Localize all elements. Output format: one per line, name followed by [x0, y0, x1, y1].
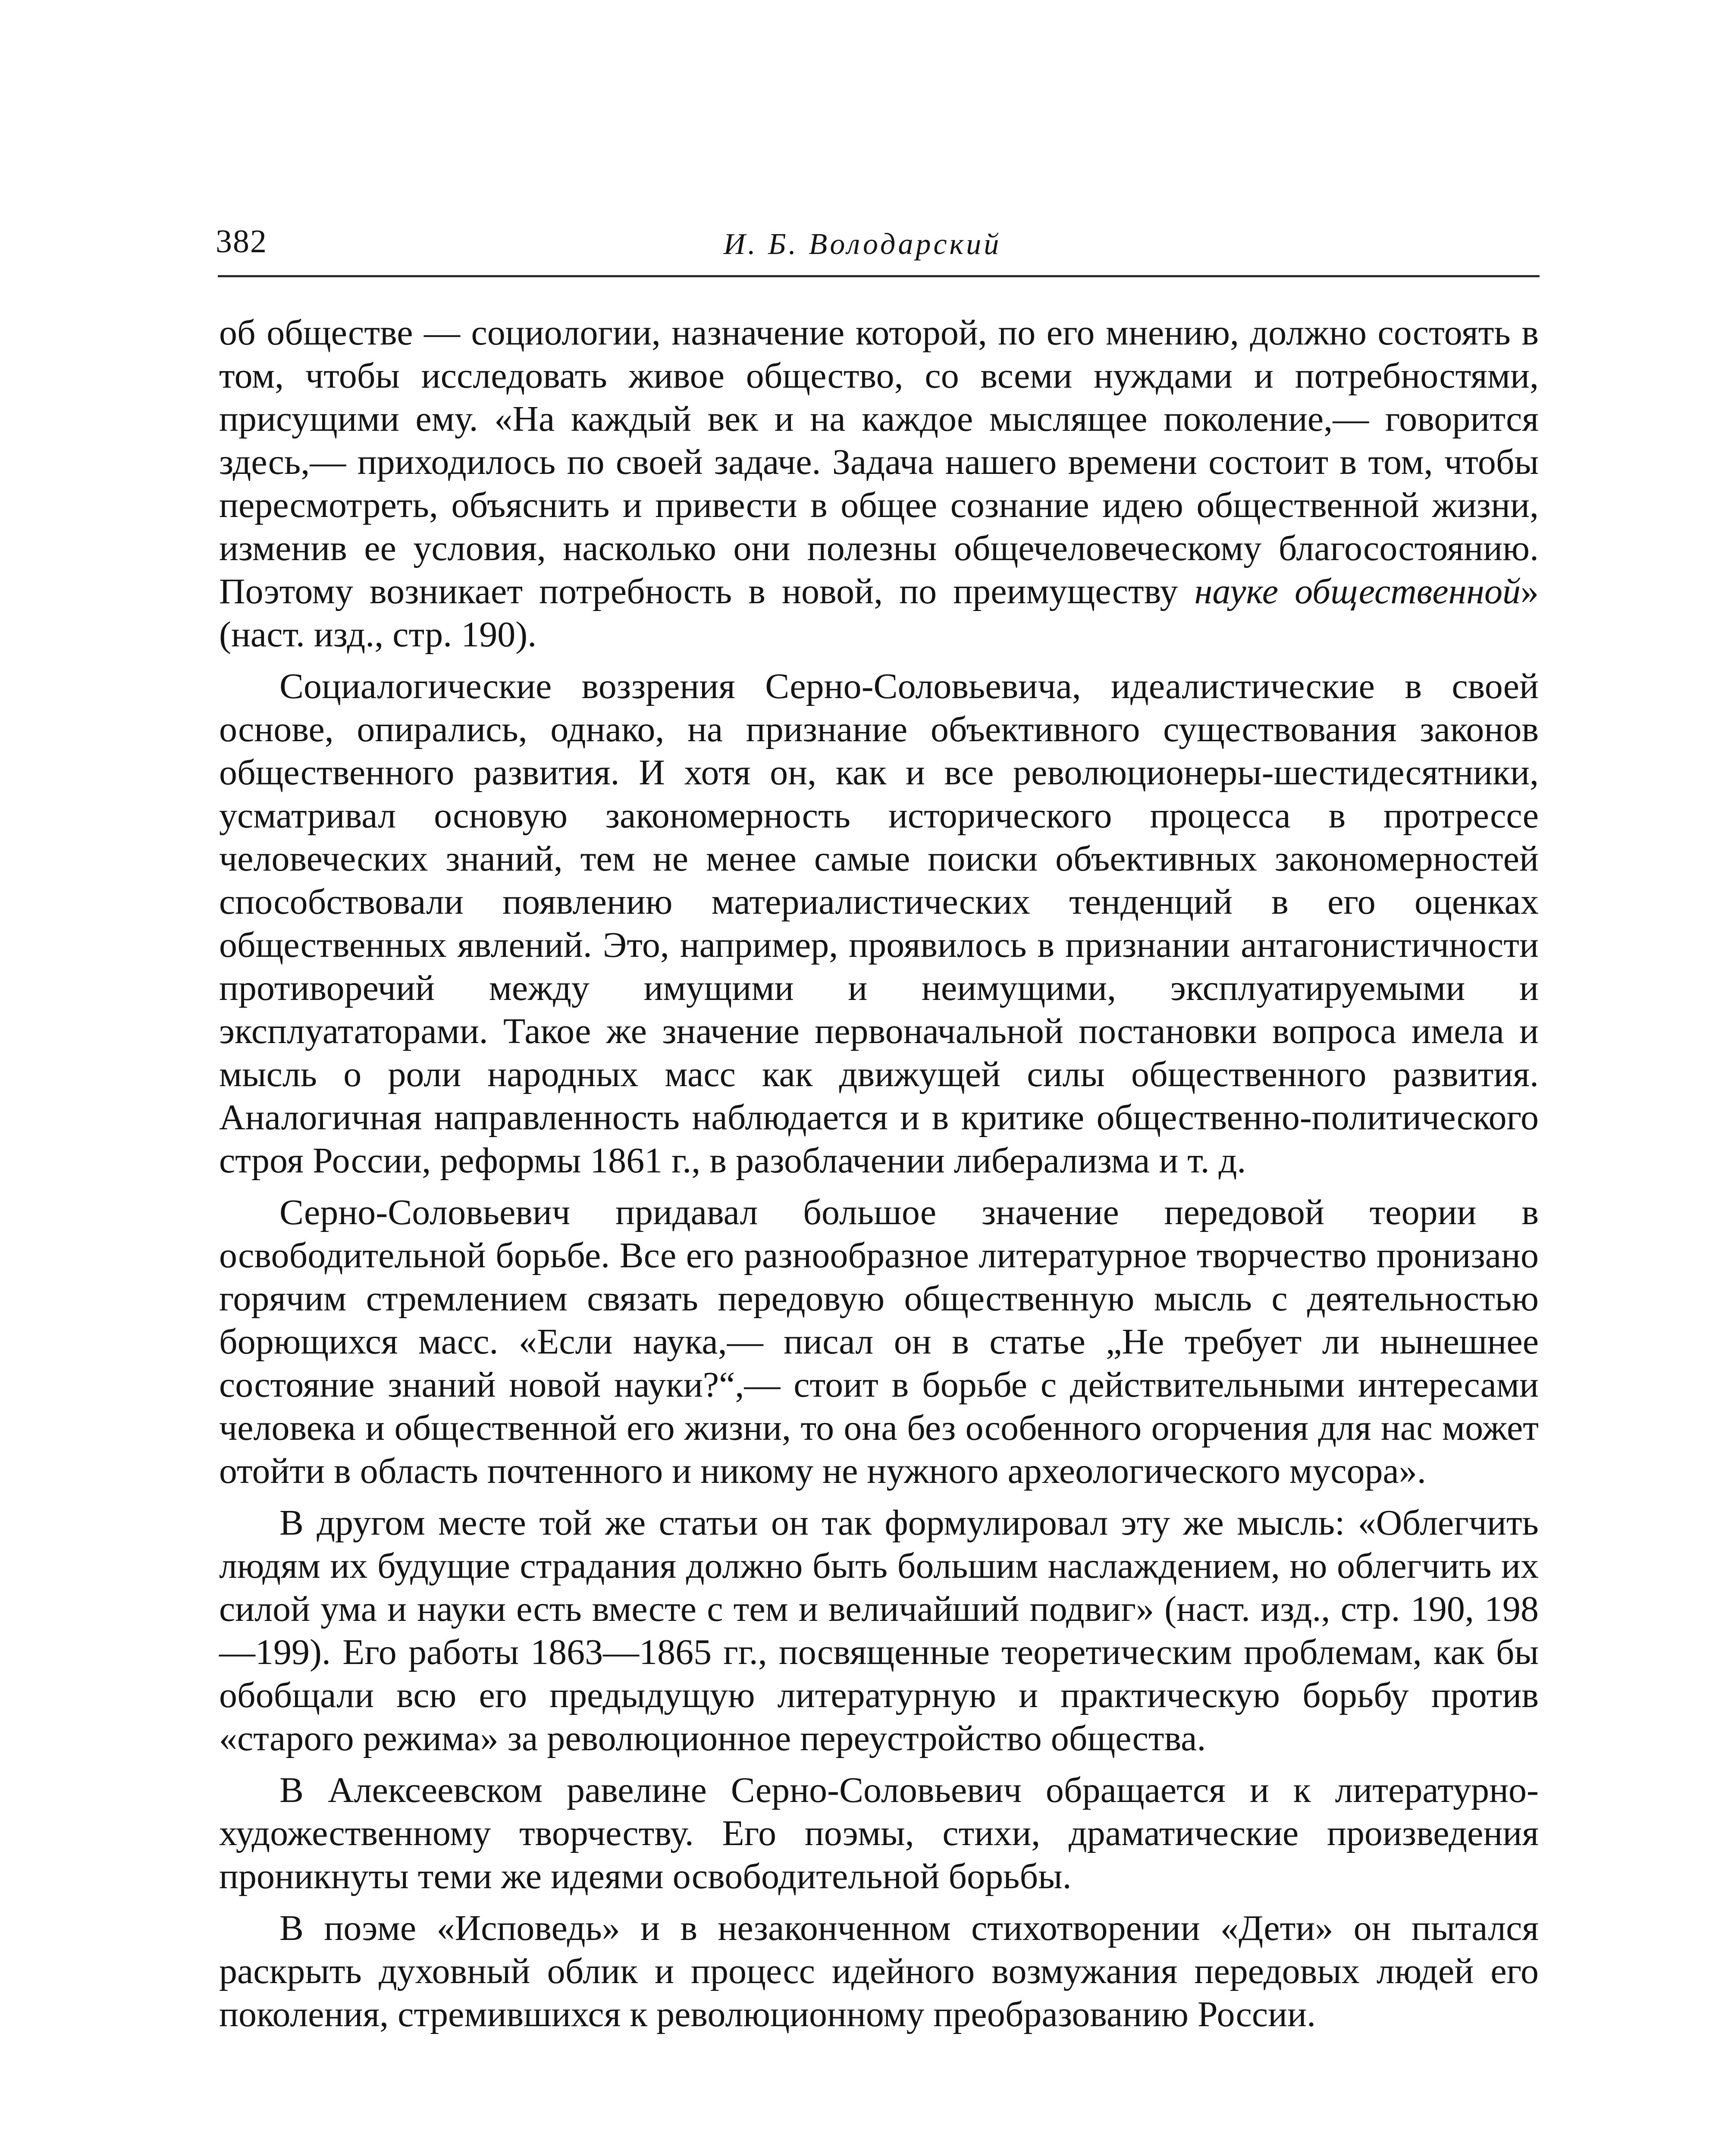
paragraph-1	[219, 311, 1539, 656]
paragraph-3: Серно-Соловьевич придавал большое значение передовой теории в освободительной борьбе. Все его разнообразное литературное творчество пронизано горячим стремлением связать передовую общественную мысль с деятельностью борющихся масс. «Если наука,— писал он в статье „Не требует ли нынешнее состояние знаний новой науки?“,— стоит в борьбе с действительными интересами человека и общественной его жизни, то она без особенного огорчения для нас может отойти в область почтенного и никому не нужного археологического мусора».	[219, 1192, 1539, 1491]
paragraph-2: Социалогические воззрения Серно-Соловьевича, идеалистические в своей основе, опирались, однако, на признание объективного существования законов общественного развития. И хотя он, как и все революционеры-шестидесятники, усматривал основую закономерность исторического процесса в протрессе человеческих знаний, тем не менее самые поиски объективных закономерностей способствовали появлению материалистических тенденций в его оценках общественных явлений. Это, например, проявилось в признании антагонистичности противоречий между имущими и неимущими, эксплуатируемыми и эксплуататорами. Такое же значение первоначальной постановки вопроса имела и мысль о роли народных масс как движущей силы общественного развития. Аналогичная направленность наблюдается и в критике общественно-политического строя России, реформы 1861 г., в разоблачении либерализма и т. д.	[219, 666, 1539, 1181]
paragraph-1-italic-phrase: науке общественной	[1194, 571, 1521, 611]
running-title: И. Б. Володарский	[723, 228, 1002, 261]
paragraph-1-text-a: об обществе — социологии, назначение которой, по его мнению, должно состоять в том, чтобы исследовать живое общество, со всеми нуждами и потребностями, присущими ему. «На каждый век и на каждое мыслящее поколение,— говорится здесь,— приходилось по своей задаче. Задача нашего времени состоит в том, чтобы пересмотреть, объяснить и привести в общее сознание идею общественной жизни, изменив ее условия, насколько они полезны общечеловеческому благосостоянию. Поэтому возникает потребность в новой, по преимуществу	[219, 313, 1539, 611]
header-rule	[218, 275, 1540, 277]
paragraph-6: В поэме «Исповедь» и в незаконченном стихотворении «Дети» он пытался раскрыть духовный облик и процесс идейного возмужания передовых людей его поколения, стремившихся к революционному преобразованию России.	[219, 1908, 1539, 2034]
paragraph-4: В другом месте той же статьи он так формулировал эту же мысль: «Облегчить людям их будущие страдания должно быть большим наслаждением, но облегчить их силой ума и науки есть вместе с тем и величайший подвиг» (наст. изд., стр. 190, 198—199). Его работы 1863—1865 гг., посвященные теоретическим проблемам, как бы обобщали всю его предыдущую литературную и практическую борьбу против «старого режима» за революционное переустройство общества.	[219, 1503, 1539, 1758]
paragraph-5: В Алексеевском равелине Серно-Соловьевич обращается и к литературно-художественному творчеству. Его поэмы, стихи, драматические произведения проникнуты теми же идеями освободительной борьбы.	[219, 1770, 1539, 1896]
body-text	[219, 311, 1539, 2036]
paragraph-1-text-b: » (наст. изд., стр. 190).	[219, 571, 1539, 655]
page-number: 382	[216, 223, 267, 260]
